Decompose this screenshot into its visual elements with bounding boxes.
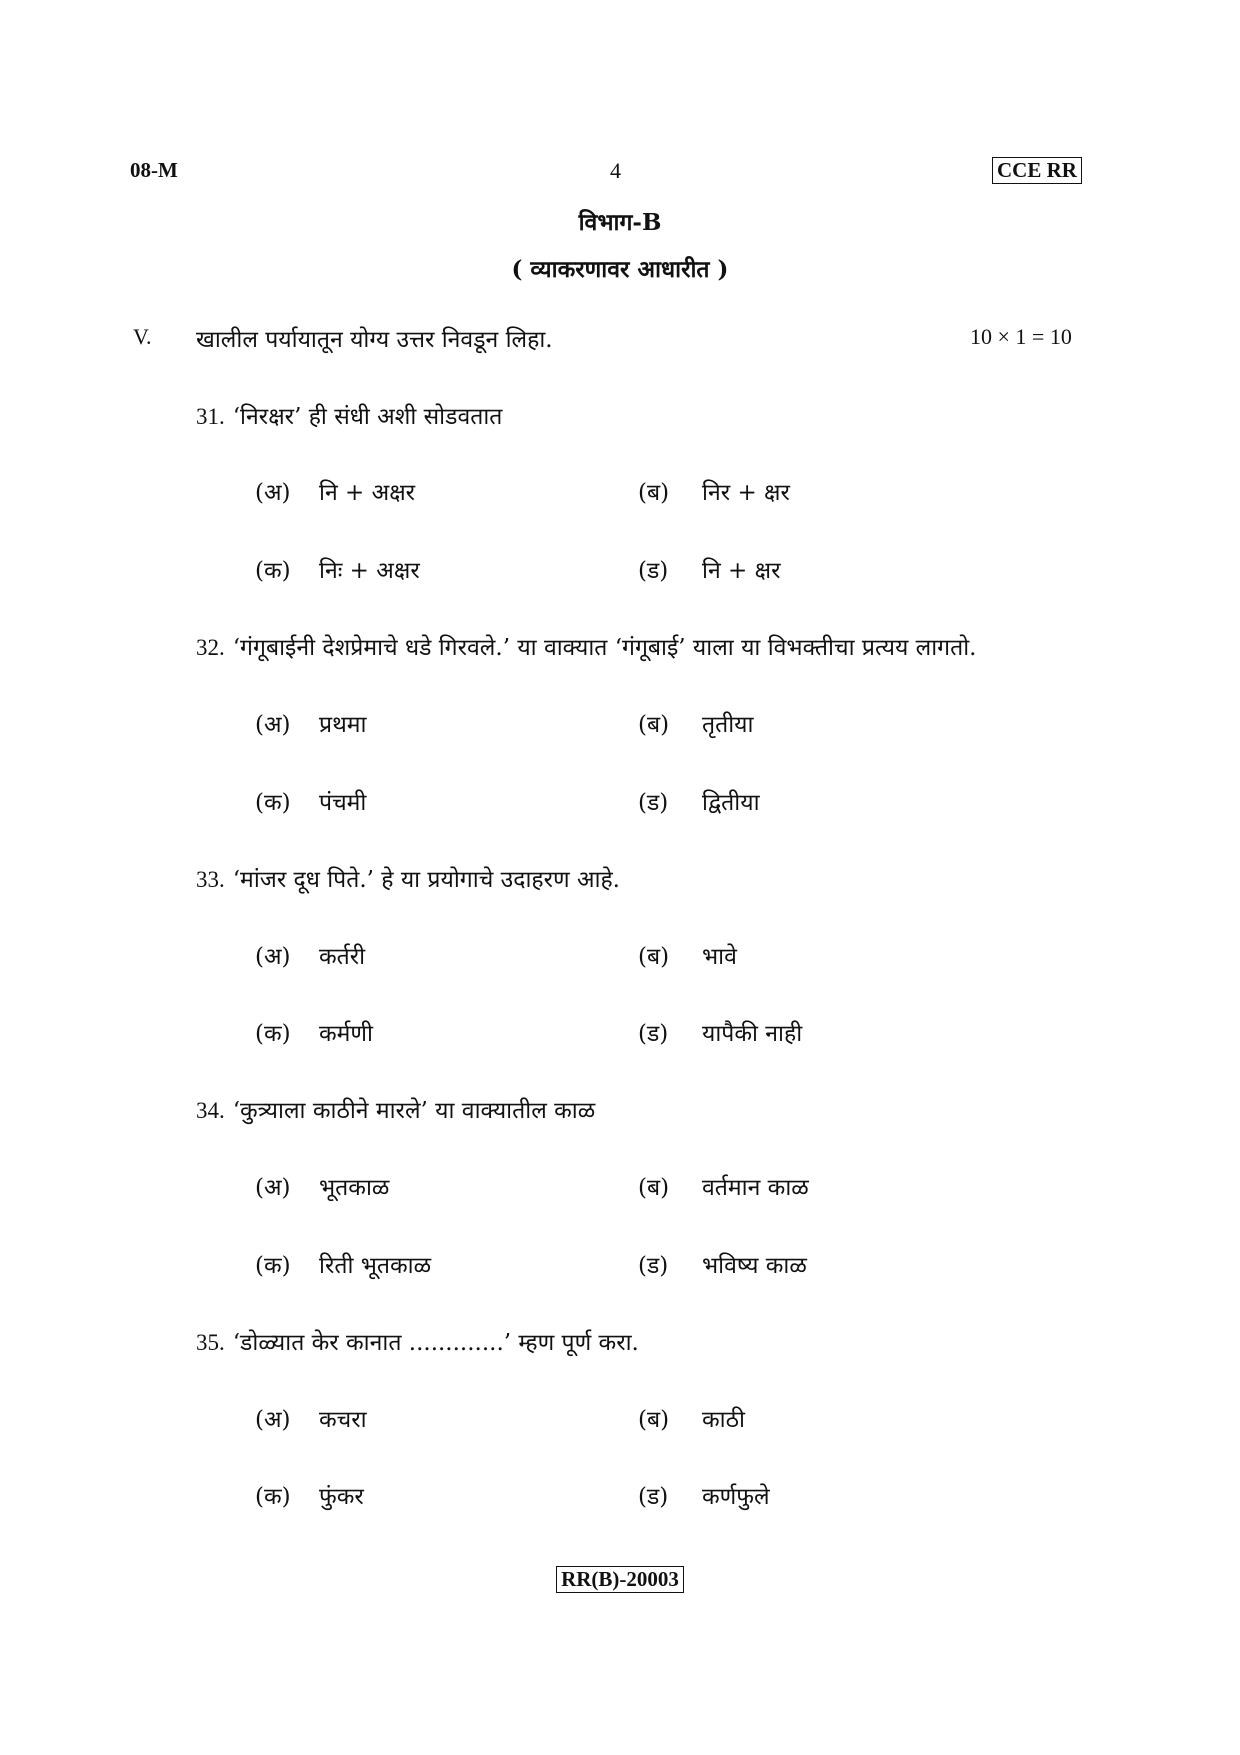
option-a [255,1170,389,1202]
option-label: (ब) [638,712,670,738]
option-text: प्रथमा [319,712,367,738]
option-b [638,1402,745,1434]
option-c [255,1479,364,1511]
option-label: (क) [255,1253,291,1279]
option-a [255,475,415,507]
option-label: (ड) [638,790,669,816]
option-label: (ब) [638,1407,670,1433]
option-b [638,1170,809,1202]
question-32 [196,630,977,662]
question-number: 31. [196,404,225,429]
question-number: 35. [196,1330,225,1355]
option-text: भावे [702,944,737,970]
question-text: ‘डोळ्यात केर कानात .............’ म्हण पूर्ण करा. [232,1330,639,1356]
option-a [255,939,365,971]
option-text: कर्मणी [319,1021,374,1047]
option-d [638,553,781,585]
option-label: (क) [255,1484,291,1510]
option-text: फुंकर [319,1484,364,1510]
instruction-text: खालील पर्यायातून योग्य उत्तर निवडून लिहा. [196,327,553,353]
option-b [638,707,753,739]
option-text: वर्तमान काळ [702,1175,809,1201]
question-31 [196,399,502,431]
option-text: नि + क्षर [702,558,781,584]
option-c [255,785,366,817]
option-b [638,475,790,507]
option-text: तृतीया [702,712,754,738]
page-number: 4 [610,158,621,183]
question-number: 33. [196,867,225,892]
option-d [638,1248,807,1280]
question-34 [196,1093,595,1125]
marks-allocation: 10 × 1 = 10 [970,324,1072,349]
option-text: यापैकी नाही [702,1021,803,1047]
option-d [638,1479,770,1511]
option-label: (अ) [255,480,291,506]
question-text: ‘मांजर दूध पिते.’ हे या प्रयोगाचे उदाहरण आहे. [232,867,620,893]
option-c [255,1016,373,1048]
option-label: (क) [255,790,291,816]
option-a [255,707,367,739]
option-label: (ड) [638,1253,669,1279]
question-35 [196,1325,639,1357]
option-label: (ड) [638,1484,669,1510]
exam-code-badge [992,158,1082,182]
question-number: 34. [196,1098,225,1123]
question-text: ‘गंगूबाईनी देशप्रेमाचे धडे गिरवले.’ या वाक्यात ‘गंगूबाई’ याला या विभक्तीचा प्रत्यय लागतो. [232,635,977,661]
question-33 [196,862,620,894]
option-text: भूतकाळ [319,1175,390,1201]
option-text: द्वितीया [702,790,760,816]
option-label: (ब) [638,944,670,970]
option-label: (क) [255,558,291,584]
option-label: (ड) [638,1021,669,1047]
option-d [638,785,760,817]
option-c [255,1248,431,1280]
question-text: ‘निरक्षर’ ही संधी अशी सोडवतात [232,404,503,430]
option-label: (क) [255,1021,291,1047]
option-text: काठी [702,1407,745,1433]
question-number: 32. [196,635,225,660]
footer-code-badge [0,1568,1240,1590]
option-text: कर्णफुले [702,1484,770,1510]
option-label: (अ) [255,712,291,738]
exam-code-text: CCE RR [992,157,1082,184]
section-subtitle: ( व्याकरणावर आधारीत ) [511,256,729,283]
option-a [255,1402,367,1434]
option-label: (ब) [638,1175,670,1201]
footer-code-text: RR(B)-20003 [556,1566,684,1593]
option-text: भविष्य काळ [702,1253,807,1279]
instruction-number: V. [133,324,152,349]
option-text: कर्तरी [319,944,366,970]
option-text: निः + अक्षर [319,558,420,584]
paper-code: 08-M [130,158,178,182]
section-title: विभाग-B [578,209,662,236]
option-label: (अ) [255,1407,291,1433]
option-text: पंचमी [319,790,367,816]
option-label: (अ) [255,944,291,970]
option-c [255,553,420,585]
option-label: (अ) [255,1175,291,1201]
option-label: (ड) [638,558,669,584]
option-label: (ब) [638,480,670,506]
option-text: कचरा [319,1407,367,1433]
option-text: नि + अक्षर [319,480,416,506]
option-d [638,1016,802,1048]
option-b [638,939,737,971]
question-text: ‘कुत्र्याला काठीने मारले’ या वाक्यातील काळ [232,1098,596,1124]
option-text: निर + क्षर [702,480,790,506]
option-text: रिती भूतकाळ [319,1253,432,1279]
